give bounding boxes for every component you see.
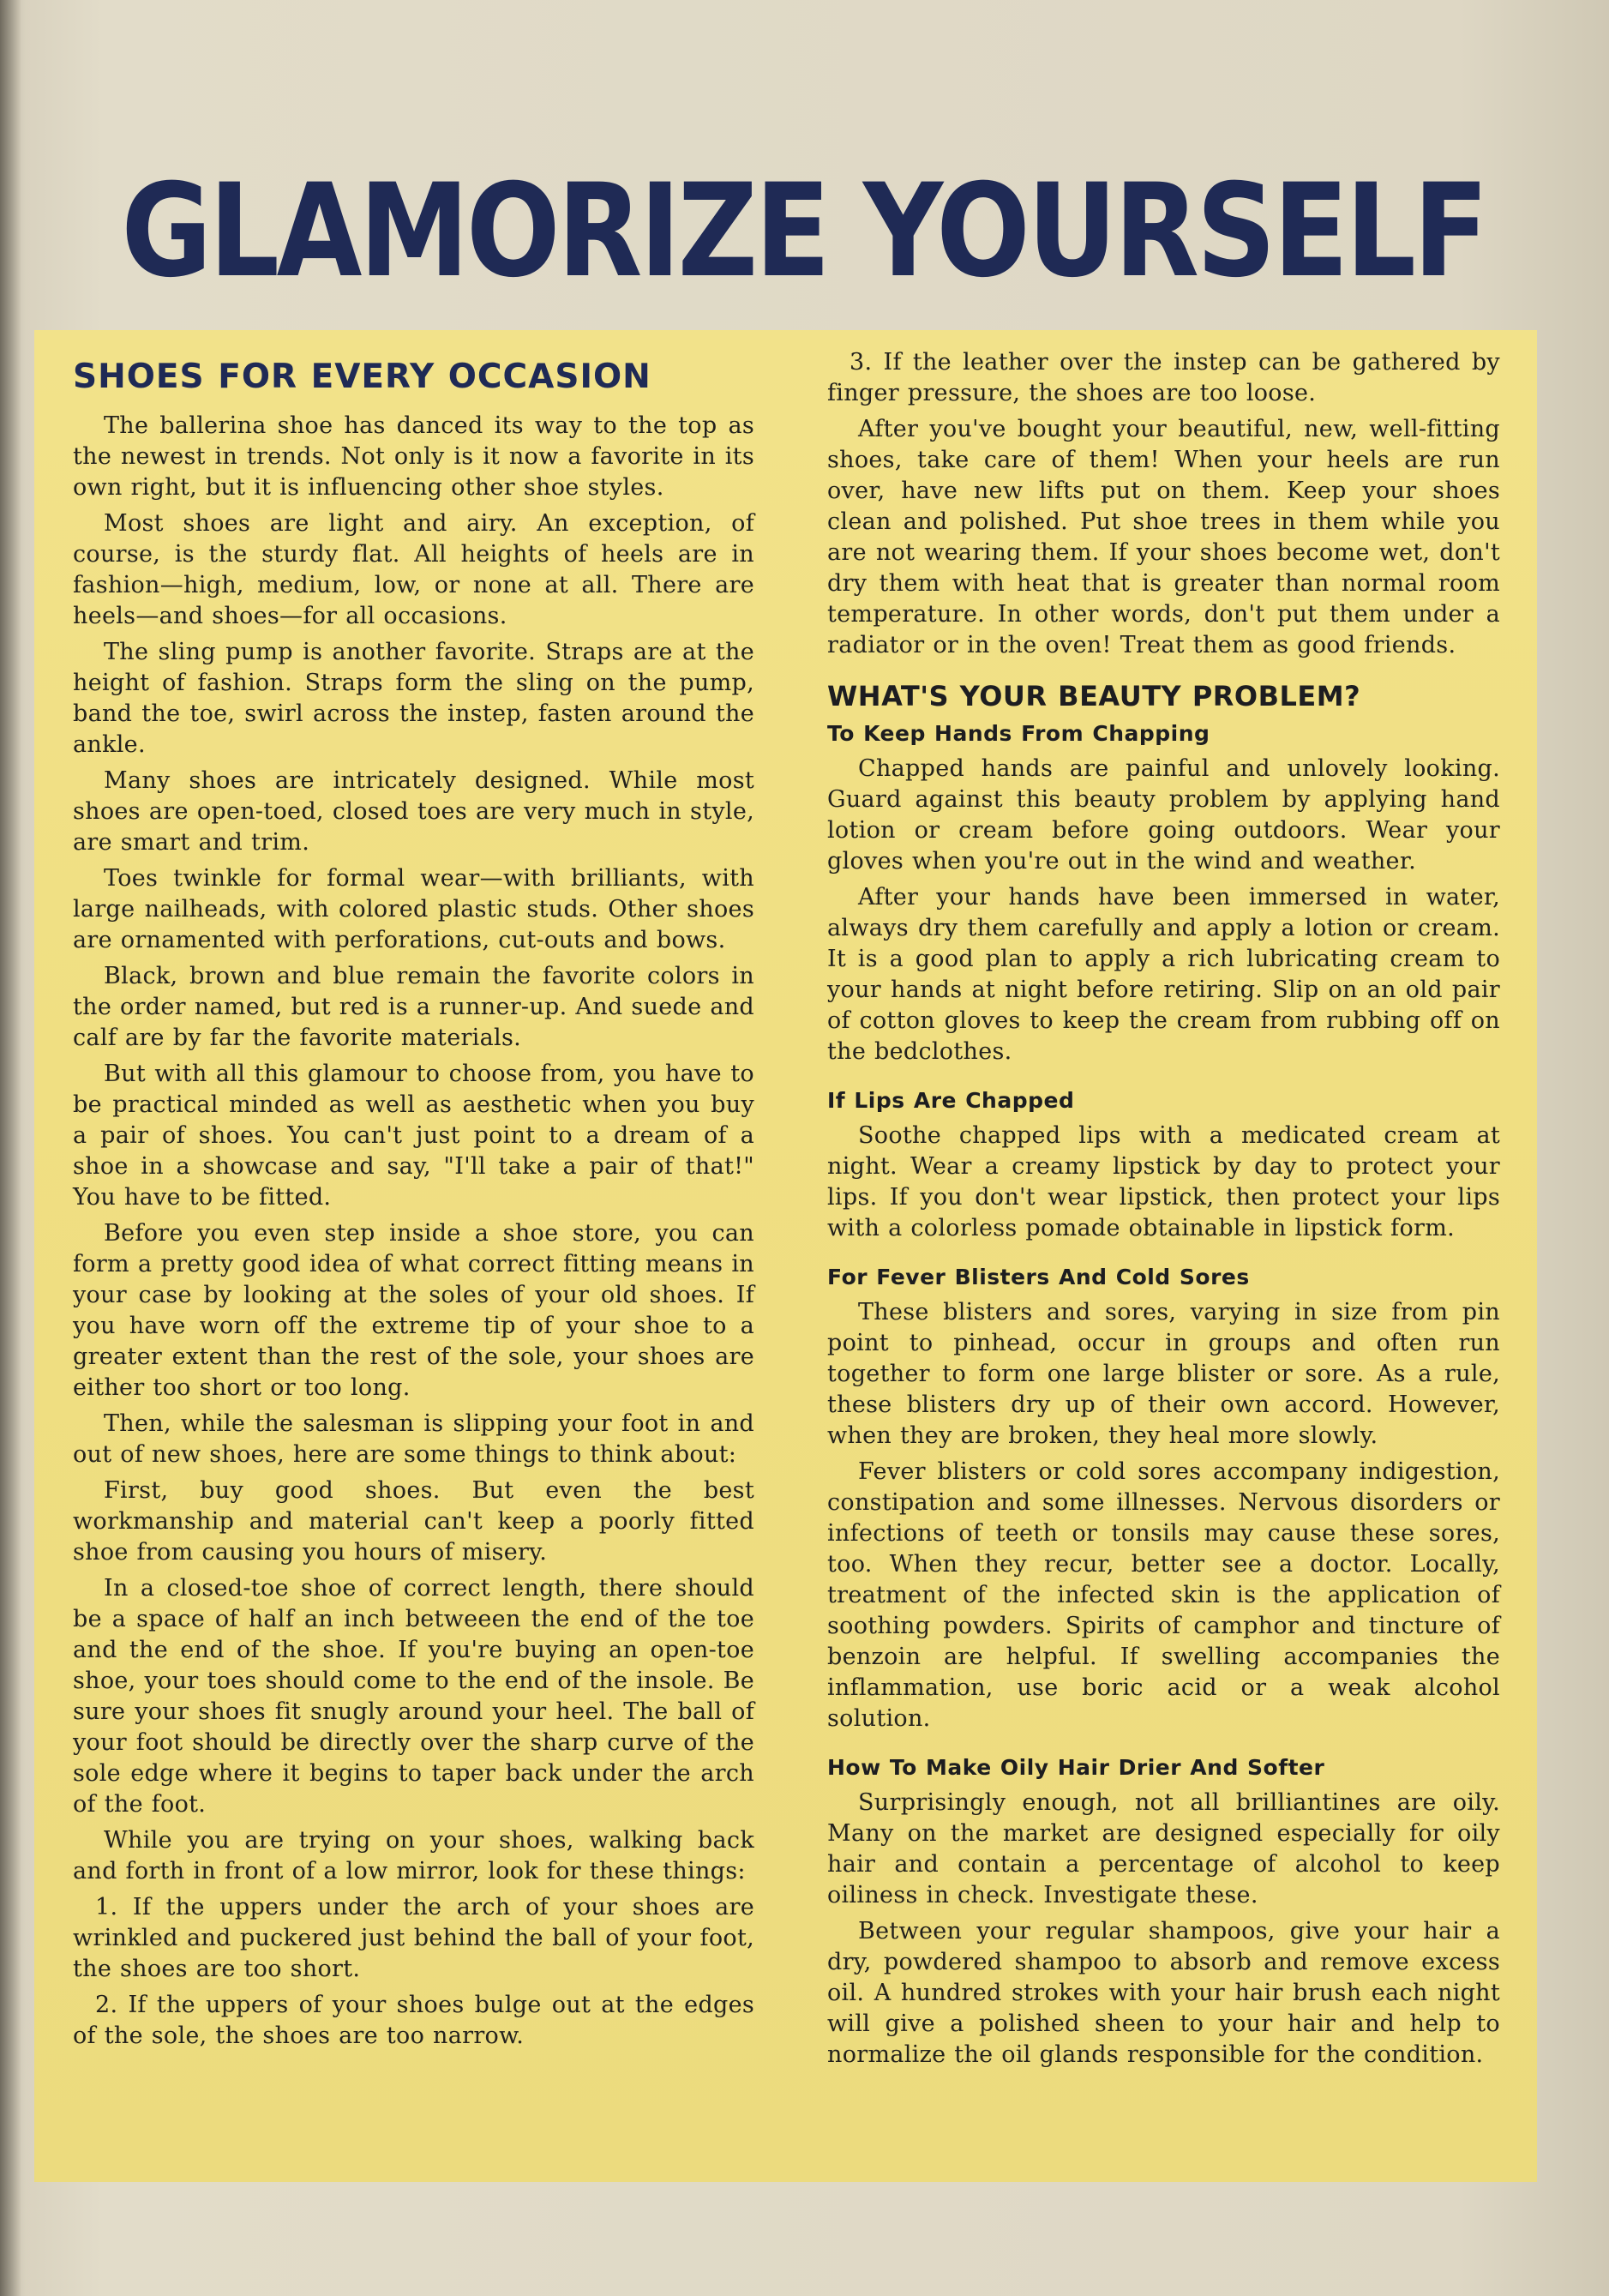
paragraph: In a closed-toe shoe of correct length, there should be a space of half an inch betweeen the end of the toe and the end of the shoe. If you're buying an open-toe shoe, your toes should come to the end of the insole. Be sure your shoes fit snugly around your heel. The ball of your foot should be directly over the sharp curve of the sole edge where it begins to taper back under the arch of the foot. <box>73 1575 754 1818</box>
numbered-item: 3. If the leather over the instep can be gathered by finger pressure, the shoes are too loose. <box>827 349 1500 406</box>
paragraph: First, buy good shoes. But even the best workmanship and material can't keep a poorly fitted shoe from causing you hours of misery. <box>73 1477 754 1566</box>
paragraph: After you've bought your beautiful, new, well-fitting shoes, take care of them! When your heels are run over, have new lifts put on them. Keep your shoes clean and polished. Put shoe trees in them while you are not wearing them. If your shoes become wet, don't dry them with heat that is greater than normal room temperature. In other words, don't put them under a radiator or in the oven! Treat them as good friends. <box>827 416 1500 658</box>
paragraph: Before you even step inside a shoe store, you can form a pretty good idea of what correct fitting means in your case by looking at the soles of your old shoes. If you have worn off the extreme tip of your shoe to a greater extent than the rest of the sole, your shoes are either too short or too long. <box>73 1220 754 1401</box>
paragraph: While you are trying on your shoes, walking back and forth in front of a low mirror, look for these things: <box>73 1827 754 1884</box>
paragraph: But with all this glamour to choose from, you have to be practical minded as well as aesthetic when you buy a pair of shoes. You can't just point to a dream of a shoe in a showcase and say, "I'll take a pair of that!" You have to be fitted. <box>73 1061 754 1211</box>
page-gutter <box>0 0 21 2296</box>
subheading-lips: If Lips Are Chapped <box>827 1088 1075 1113</box>
paragraph: After your hands have been immersed in water, always dry them carefully and apply a lotion or cream. It is a good plan to apply a rich lubricating cream to your hands at night before retiring. Slip on an old pair of cotton gloves to keep the cream from rubbing off on the bedclothes. <box>827 884 1500 1065</box>
paragraph: Fever blisters or cold sores accompany indigestion, constipation and some illnesses. Nervous disorders or infections of teeth or tonsils may cause these sores, too. When they recur, better see a doctor. Locally, treatment of the infected skin is the application of soothing powders. Spirits of camphor and tincture of benzoin are helpful. If swelling accompanies the inflammation, use boric acid or a weak alcohol solution. <box>827 1458 1500 1732</box>
paragraph: Surprisingly enough, not all brilliantines are oily. Many on the market are designed especially for oily hair and contain a percentage of alcohol to keep oiliness in check. Investigate these. <box>827 1789 1500 1908</box>
paragraph: The sling pump is another favorite. Straps are at the height of fashion. Straps form the sling on the pump, band the toe, swirl across the instep, fasten around the ankle. <box>73 639 754 758</box>
section-heading-shoes: SHOES FOR EVERY OCCASION <box>73 358 651 396</box>
paragraph: Toes twinkle for formal wear—with brilliants, with large nailheads, with colored plastic studs. Other shoes are ornamented with perforations, cut-outs and bows. <box>73 865 754 953</box>
paragraph: Between your regular shampoos, give your hair a dry, powdered shampoo to absorb and remove excess oil. A hundred strokes with your hair brush each night will give a polished sheen to your hair and help to normalize the oil glands responsible for the condition. <box>827 1918 1500 2068</box>
subheading-oily-hair: How To Make Oily Hair Drier And Softer <box>827 1755 1325 1780</box>
numbered-item: 1. If the uppers under the arch of your shoes are wrinkled and puckered just behind the ball of your foot, the shoes are too short. <box>73 1894 754 1982</box>
subheading-fever-blisters: For Fever Blisters And Cold Sores <box>827 1265 1250 1289</box>
subheading-hands: To Keep Hands From Chapping <box>827 721 1210 746</box>
paragraph: Black, brown and blue remain the favorite colors in the order named, but red is a runner-up. And suede and calf are by far the favorite materials. <box>73 963 754 1051</box>
paragraph: Soothe chapped lips with a medicated cream at night. Wear a creamy lipstick by day to protect your lips. If you don't wear lipstick, then protect your lips with a colorless pomade obtainable in lipstick form. <box>827 1122 1500 1241</box>
left-column <box>73 347 754 2057</box>
page-title: GLAMORIZE YOURSELF <box>121 157 1486 306</box>
numbered-item: 2. If the uppers of your shoes bulge out at the edges of the sole, the shoes are too narrow. <box>73 1992 754 2049</box>
paragraph: Then, while the salesman is slipping your foot in and out of new shoes, here are some things to think about: <box>73 1410 754 1468</box>
paragraph: Many shoes are intricately designed. While most shoes are open-toed, closed toes are very much in style, are smart and trim. <box>73 767 754 856</box>
paragraph: Chapped hands are painful and unlovely looking. Guard against this beauty problem by applying hand lotion or cream before going outdoors. Wear your gloves when you're out in the wind and weather. <box>827 755 1500 875</box>
paragraph: Most shoes are light and airy. An exception, of course, is the sturdy flat. All heights of heels are in fashion—high, medium, low, or none at all. There are heels—and shoes—for all occasions. <box>73 510 754 629</box>
paragraph: The ballerina shoe has danced its way to the top as the newest in trends. Not only is it now a favorite in its own right, but it is influencing other shoe styles. <box>73 412 754 501</box>
right-column <box>827 347 1500 2076</box>
section-heading-beauty-problem: WHAT'S YOUR BEAUTY PROBLEM? <box>827 680 1361 712</box>
paragraph: These blisters and sores, varying in size from pin point to pinhead, occur in groups and often run together to form one large blister or sore. As a rule, these blisters dry up of their own accord. However, when they are broken, they heal more slowly. <box>827 1299 1500 1449</box>
